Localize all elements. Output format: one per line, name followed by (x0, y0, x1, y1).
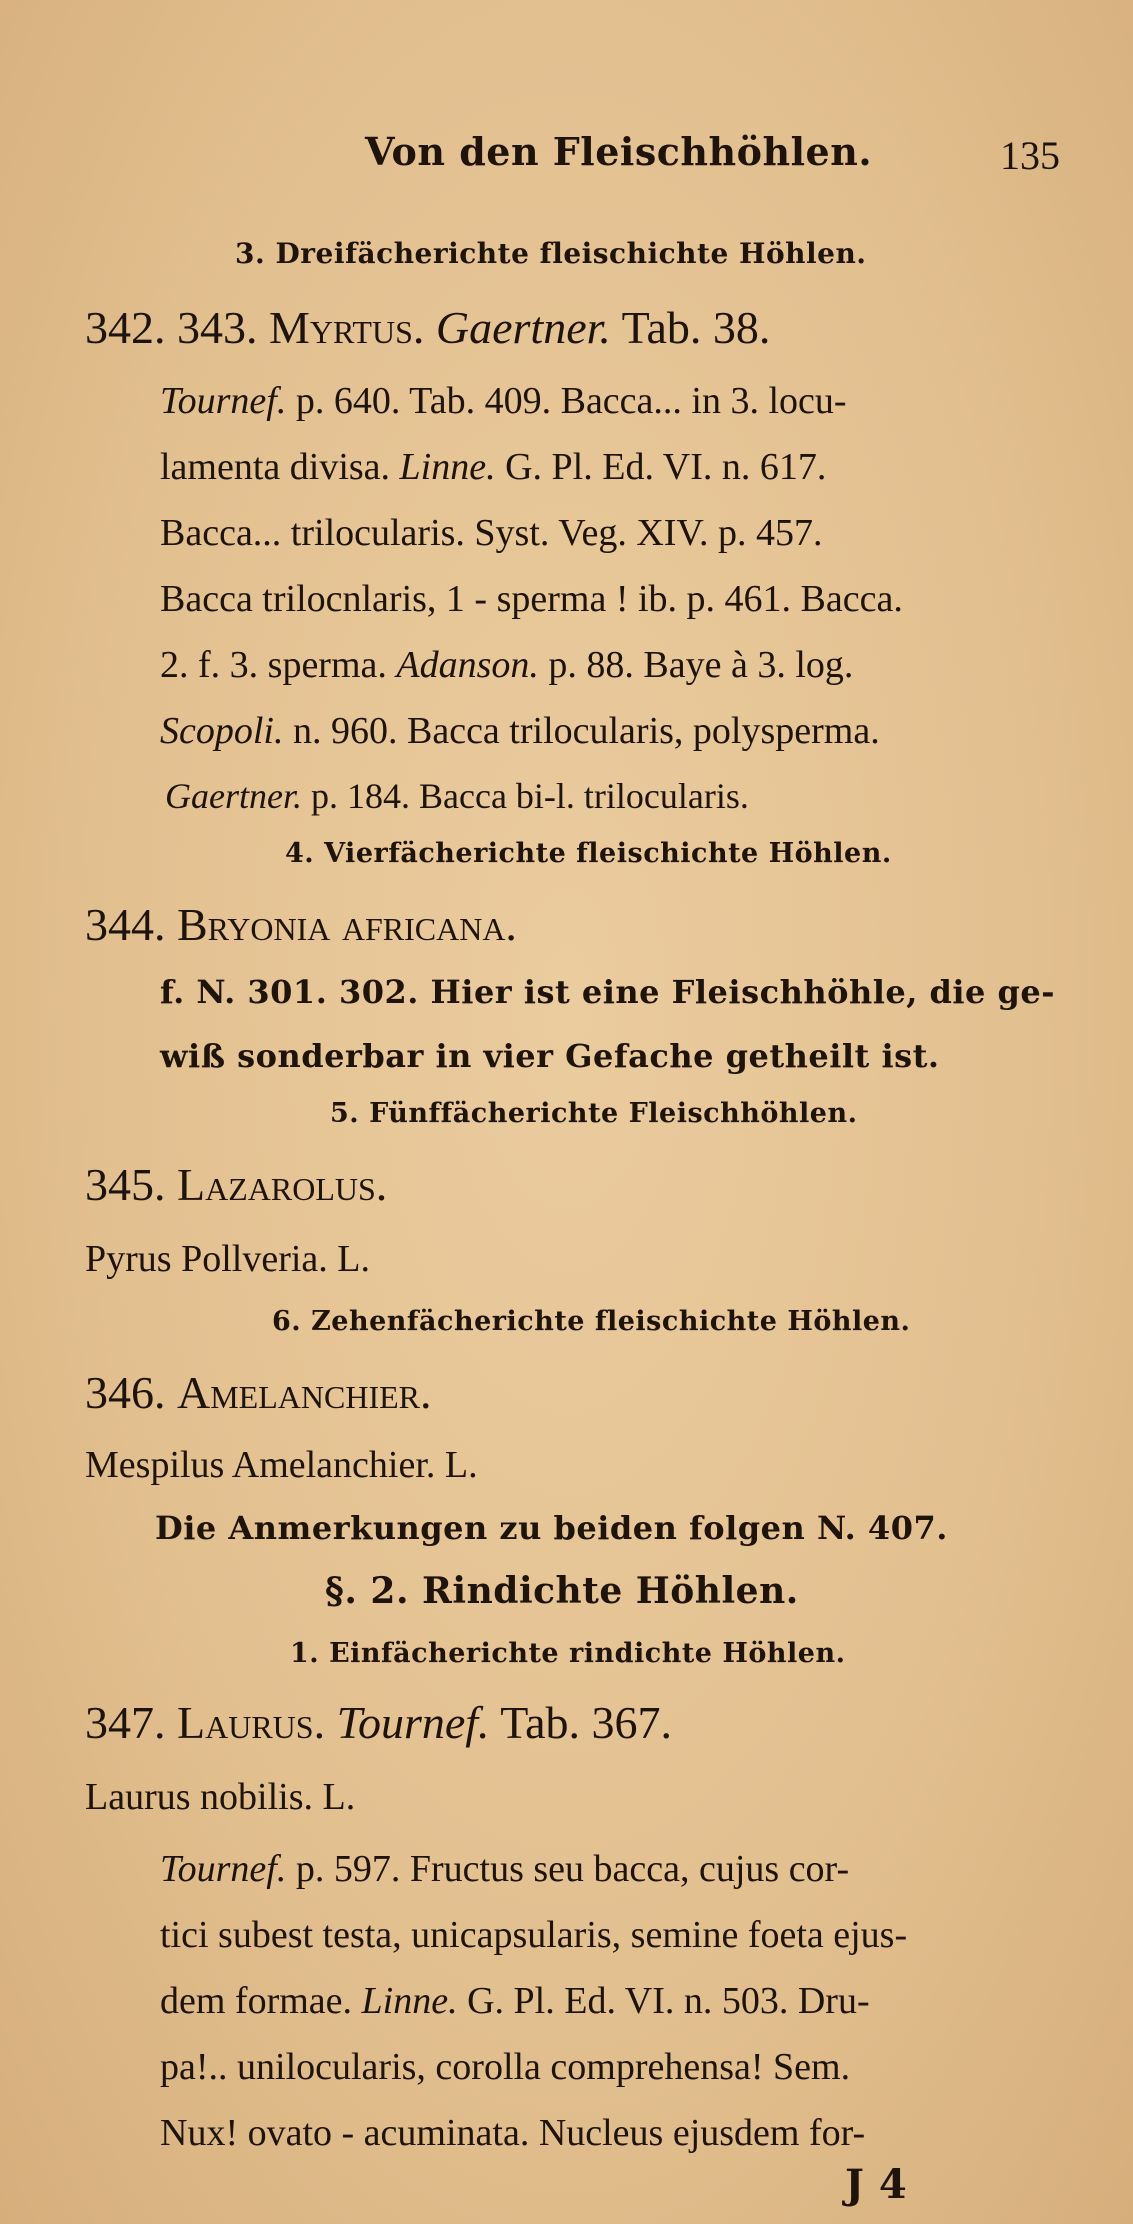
author-name: Tournef. (160, 380, 287, 422)
subheading: 1. Einfächerichte rindichte Höhlen. (290, 1638, 846, 1669)
section-heading: §. 2. Rindichte Höhlen. (325, 1570, 799, 1612)
text-line (160, 646, 853, 684)
author-name: Gaertner. (165, 776, 302, 816)
running-head: Von den Fleischhöhlen. (365, 129, 873, 174)
author-name: Tournef. (160, 1848, 287, 1890)
text-span: G. Pl. Ed. VI. n. 503. Dru- (467, 1980, 870, 2022)
text-span: 2. f. 3. sperma. (160, 644, 387, 686)
text-line: Laurus nobilis. L. (85, 1776, 356, 1818)
page-number: 135 (1000, 133, 1060, 178)
author-name: Gaertner. (435, 302, 611, 353)
text-line (160, 712, 880, 750)
entry-line (85, 1697, 673, 1748)
entry-number: 345. (85, 1159, 166, 1210)
text-span: p. 597. Fructus seu bacca, cujus cor- (295, 1848, 850, 1890)
entry-line (85, 302, 771, 353)
entry-number: 342. 343. (85, 302, 258, 353)
subheading: 6. Zehenfächerichte fleischichte Höhlen. (272, 1306, 911, 1337)
genus-name: Lazarolus. (177, 1159, 388, 1210)
genus-name: Myrtus. (269, 302, 425, 353)
text-span: p. 88. Baye à 3. log. (548, 644, 854, 686)
text-span: G. Pl. Ed. VI. n. 617. (505, 446, 827, 488)
text-line: Nux! ovato - acuminata. Nucleus ejusdem for- (160, 2112, 866, 2154)
subheading: 3. Dreifächerichte fleischichte Höhlen. (235, 237, 867, 270)
text-line (160, 448, 826, 486)
signature-mark: J 4 (845, 2161, 908, 2208)
text-span: lamenta divisa. (160, 446, 391, 488)
entry-line (85, 1159, 388, 1210)
text-line: f. N. 301. 302. Hier ist eine Fleischhöhle, die ge- (160, 973, 1056, 1011)
text-line: pa!.. unilocularis, corolla comprehensa! Sem. (160, 2046, 851, 2088)
text-line: Die Anmerkungen zu beiden folgen N. 407. (155, 1509, 948, 1547)
text-span: Tab. 367. (500, 1697, 673, 1748)
author-name: Scopoli. (160, 710, 284, 752)
entry-number: 346. (85, 1367, 166, 1418)
text-line: Bacca... trilocularis. Syst. Veg. XIV. p. 457. (160, 512, 823, 554)
entry-number: 347. (85, 1697, 166, 1748)
subheading: 5. Fünffächerichte Fleischhöhlen. (330, 1098, 858, 1129)
text-span: p. 184. Bacca bi-l. trilocularis. (311, 776, 749, 816)
genus-name: Laurus. (177, 1697, 326, 1748)
text-span: Tab. 38. (621, 302, 771, 353)
text-line (160, 1850, 849, 1888)
genus-name: Bryonia africana. (177, 899, 517, 950)
text-span: dem formae. (160, 1980, 353, 2022)
subheading: 4. Vierfächerichte fleischichte Höhlen. (285, 838, 892, 869)
text-line: wiß sonderbar in vier Gefache getheilt ist. (160, 1037, 940, 1075)
text-line: tici subest testa, unicapsularis, semine foeta ejus- (160, 1914, 908, 1956)
author-name: Linne. (399, 446, 496, 488)
author-name: Adanson. (396, 644, 539, 686)
genus-name: Amelanchier. (177, 1367, 432, 1418)
author-name: Linne. (361, 1980, 458, 2022)
text-line: Pyrus Pollveria. L. (85, 1238, 370, 1280)
entry-line (85, 1367, 432, 1418)
entry-number: 344. (85, 899, 166, 950)
author-name: Tournef. (336, 1697, 490, 1748)
entry-line (85, 899, 517, 950)
text-line: Mespilus Amelanchier. L. (85, 1444, 478, 1486)
text-span: n. 960. Bacca trilocularis, polysperma. (292, 710, 880, 752)
text-line (165, 778, 749, 814)
text-line (160, 1982, 870, 2020)
text-line (160, 382, 847, 420)
text-line: Bacca trilocnlaris, 1 - sperma ! ib. p. 461. Bacca. (160, 578, 903, 620)
text-span: p. 640. Tab. 409. Bacca... in 3. locu- (295, 380, 847, 422)
